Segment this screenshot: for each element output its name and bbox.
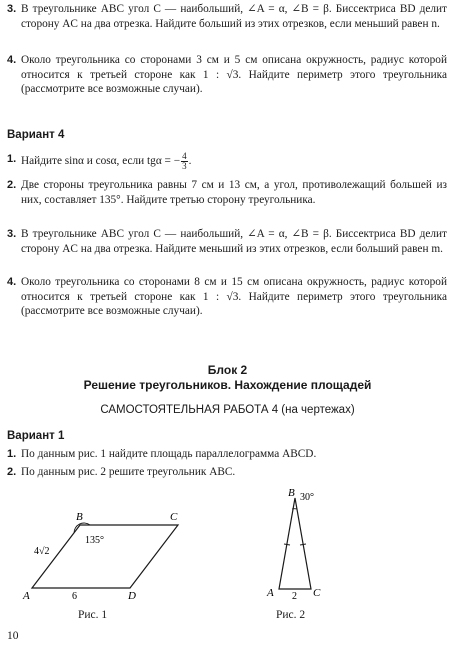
vertex-label-c: C	[170, 511, 178, 523]
figure-2-triangle	[255, 484, 355, 604]
task-number: 3.	[7, 3, 17, 15]
independent-work-title: САМОСТОЯТЕЛЬНАЯ РАБОТА 4 (на чертежах)	[100, 404, 355, 416]
task-number: 1.	[7, 153, 17, 165]
triangle-shape	[279, 498, 311, 589]
variant-1-heading: Вариант 1	[7, 430, 65, 442]
task-text-pre: Найдите sinα и cosα, если tgα = −	[21, 155, 181, 168]
tick-mark-ab	[284, 544, 290, 545]
task-text: По данным рис. 2 решите треугольник ABC.	[21, 466, 236, 478]
variant-4-task-1	[7, 152, 447, 171]
variant-1-task-1	[7, 447, 447, 462]
task-number: 2.	[7, 466, 17, 478]
vertex-label-c: C	[313, 587, 321, 599]
variant-4-task-4	[7, 275, 447, 319]
base-label: 2	[292, 591, 297, 602]
task-text	[21, 152, 447, 171]
vertex-label-d: D	[128, 590, 136, 602]
vertex-label-b: B	[76, 511, 83, 523]
variant-1-task-2	[7, 465, 447, 480]
vertex-label-b: B	[288, 487, 295, 499]
fraction-numerator: 4	[182, 151, 187, 161]
variant-4-heading: Вариант 4	[7, 129, 65, 141]
page-number: 10	[7, 630, 19, 642]
task-4-top	[7, 53, 447, 97]
vertex-label-a: A	[23, 590, 30, 602]
vertex-label-a: A	[267, 587, 274, 599]
angle-label: 135°	[85, 535, 104, 546]
task-text: По данным рис. 1 найдите площадь параллелограмма ABCD.	[21, 448, 317, 460]
variant-4-task-3	[7, 227, 447, 256]
task-text: Около треугольника со сторонами 8 см и 15 см описана окружность, радиус которой относится к третьей стороне как 1 : √3. Найдите периметр этого треугольника (рассмотрите все возможные случаи).	[21, 276, 447, 318]
task-text: В треугольнике ABC угол C — наибольший, ∠A = α, ∠B = β. Биссектриса BD делит сторону AC на два отрезка. Найдите меньший из этих отрезков, если больший равен m.	[21, 228, 447, 255]
task-3-top	[7, 2, 447, 31]
figure-2-caption: Рис. 2	[276, 609, 306, 621]
side-ab-label: 4√2	[34, 546, 50, 557]
task-number: 3.	[7, 228, 17, 240]
block-subtitle: Решение треугольников. Нахождение площадей	[83, 378, 372, 392]
task-number: 4.	[7, 54, 17, 66]
parallelogram-shape	[32, 525, 178, 588]
variant-4-task-2	[7, 178, 447, 207]
task-text: Около треугольника со сторонами 3 см и 5 см описана окружность, радиус которой относится к третьей стороне как 1 : √3. Найдите периметр этого треугольника (рассмотрите все возможные случаи).	[21, 54, 447, 96]
task-number: 1.	[7, 448, 17, 460]
block-title: Блок 2	[207, 363, 248, 377]
task-number: 4.	[7, 276, 17, 288]
fraction	[181, 152, 188, 171]
task-text: В треугольнике ABC угол C — наибольший, ∠A = α, ∠B = β. Биссектриса BD делит сторону AC на два отрезка. Найдите больший из этих отрезков, если меньший равен n.	[21, 3, 447, 30]
angle-label: 30°	[300, 492, 314, 503]
fraction-denominator: 3	[182, 161, 187, 171]
side-ad-label: 6	[72, 591, 77, 602]
task-text: Две стороны треугольника равны 7 см и 13 см, а угол, противолежащий большей из них, составляет 135°. Найдите третью сторону треугольника.	[21, 179, 447, 206]
figure-1-caption: Рис. 1	[78, 609, 108, 621]
tick-mark-bc	[300, 544, 306, 545]
task-number: 2.	[7, 179, 17, 191]
figure-1-parallelogram	[10, 508, 210, 603]
task-text-post: .	[188, 155, 192, 168]
